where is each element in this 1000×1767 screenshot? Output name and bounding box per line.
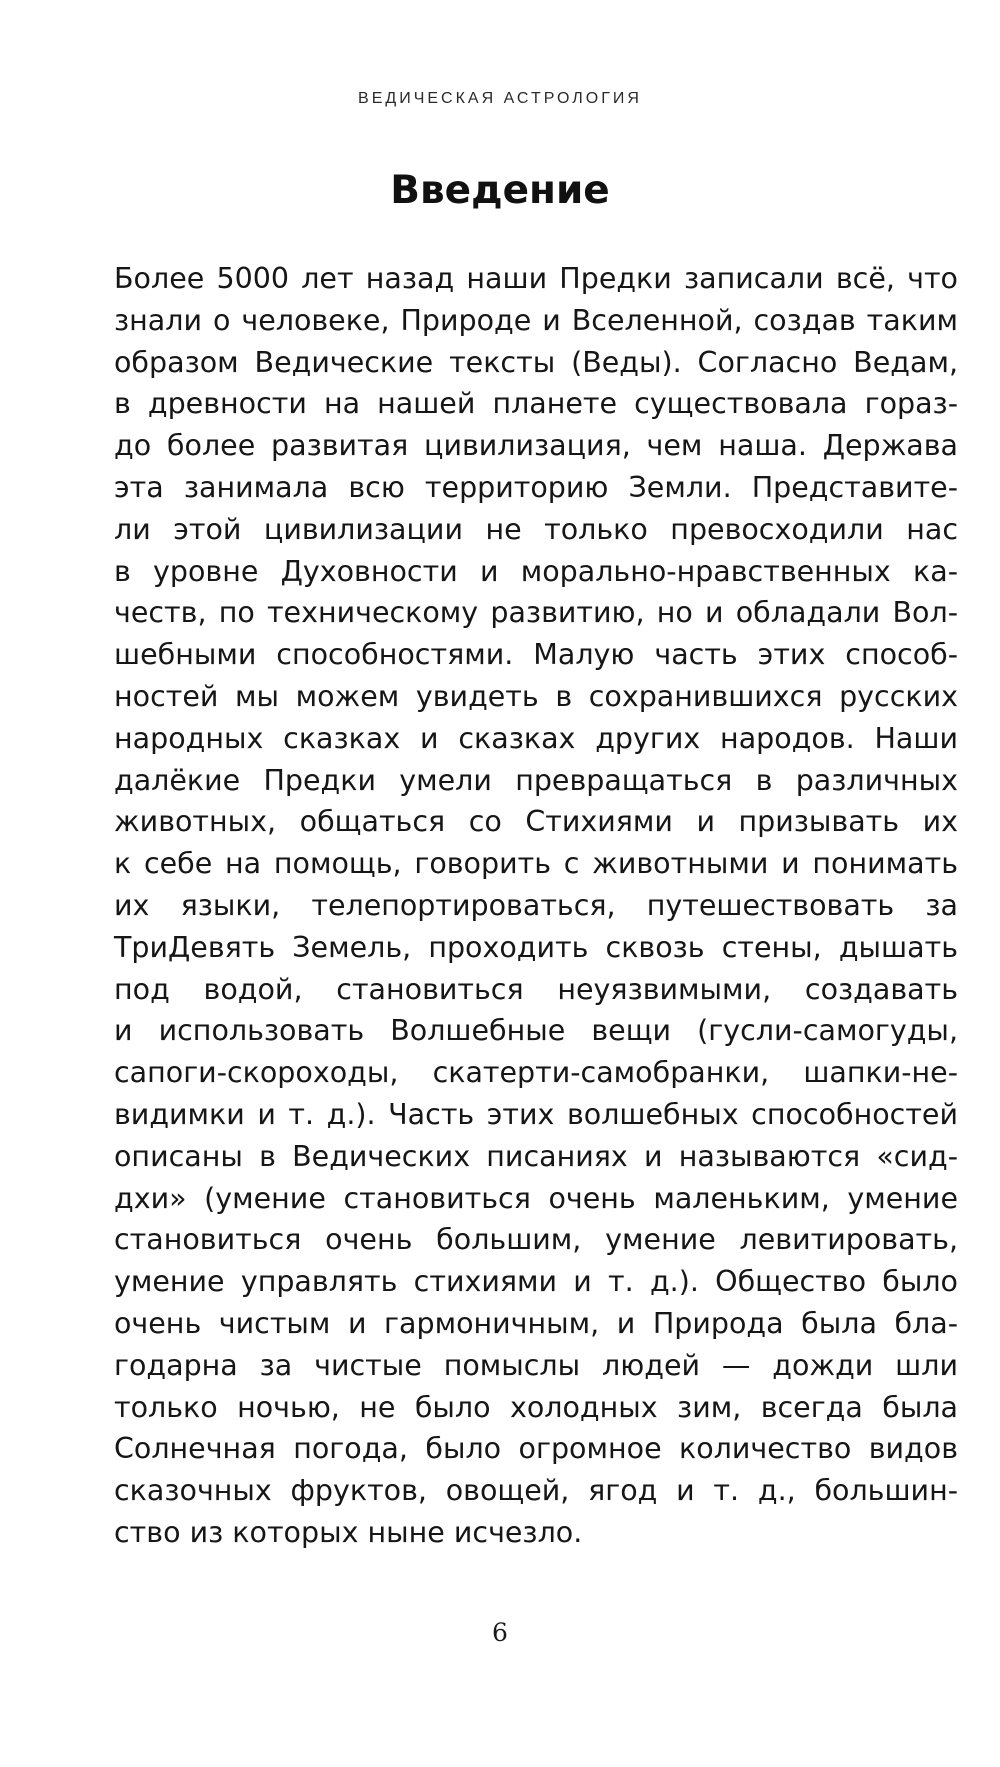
- text-line: только ночью, не было холодных зим, всегда была: [114, 1390, 958, 1424]
- text-line: становиться очень большим, умение левитировать,: [114, 1223, 958, 1257]
- text-line: честв, по техническому развитию, но и обладали Вол-: [114, 596, 958, 630]
- text-line: их языки, телепортироваться, путешествовать за: [114, 888, 958, 922]
- text-line: шебными способностями. Малую часть этих способ-: [114, 638, 958, 672]
- text-line: годарна за чистые помыслы людей — дожди шли: [114, 1348, 958, 1382]
- text-line: видимки и т. д.). Часть этих волшебных способностей: [114, 1097, 958, 1131]
- text-line: ство из которых ныне исчезло.: [114, 1515, 583, 1549]
- text-line: очень чистым и гармоничным, и Природа была бла-: [114, 1306, 958, 1340]
- text-line: Более 5000 лет назад наши Предки записали всё, что: [114, 262, 958, 295]
- text-line: дхи» (умение становиться очень маленьким, умение: [114, 1181, 958, 1215]
- text-line: ТриДевять Земель, проходить сквозь стены, дышать: [114, 930, 958, 964]
- text-line: в уровне Духовности и морально-нравственных ка-: [114, 554, 958, 588]
- text-line: животных, общаться со Стихиями и призывать их: [114, 805, 958, 839]
- text-line: сказочных фруктов, овощей, ягод и т. д., большин-: [114, 1474, 958, 1508]
- text-line: описаны в Ведических писаниях и называются «сид-: [114, 1139, 958, 1173]
- text-line: знали о человеке, Природе и Вселенной, создав таким: [114, 303, 958, 337]
- body-paragraph: [114, 258, 958, 1554]
- text-line: умение управлять стихиями и т. д.). Общество было: [114, 1265, 958, 1299]
- text-line: к себе на помощь, говорить с животными и понимать: [114, 847, 958, 881]
- text-line: образом Ведические тексты (Веды). Согласно Ведам,: [114, 345, 958, 379]
- text-line: народных сказках и сказках других народов. Наши: [114, 721, 958, 755]
- text-line: под водой, становиться неуязвимыми, создавать: [114, 972, 958, 1006]
- text-line: в древности на нашей планете существовала гораз-: [114, 387, 958, 421]
- running-header: ВЕДИЧЕСКАЯ АСТРОЛОГИЯ: [358, 90, 642, 107]
- text-line: ностей мы можем увидеть в сохранившихся русских: [114, 679, 958, 713]
- text-line: ли этой цивилизации не только превосходили нас: [114, 512, 958, 546]
- chapter-title: Введение: [390, 168, 610, 213]
- text-line: далёкие Предки умели превращаться в различных: [114, 763, 958, 797]
- page-number: 6: [492, 1618, 508, 1647]
- text-line: сапоги-скороходы, скатерти-самобранки, шапки-не-: [114, 1056, 958, 1090]
- text-line: эта занимала всю территорию Земли. Представите-: [114, 470, 958, 504]
- text-line: до более развитая цивилизация, чем наша. Держава: [114, 429, 958, 463]
- text-line: и использовать Волшебные вещи (гусли-самогуды,: [114, 1014, 958, 1048]
- text-line: Солнечная погода, было огромное количество видов: [114, 1432, 958, 1466]
